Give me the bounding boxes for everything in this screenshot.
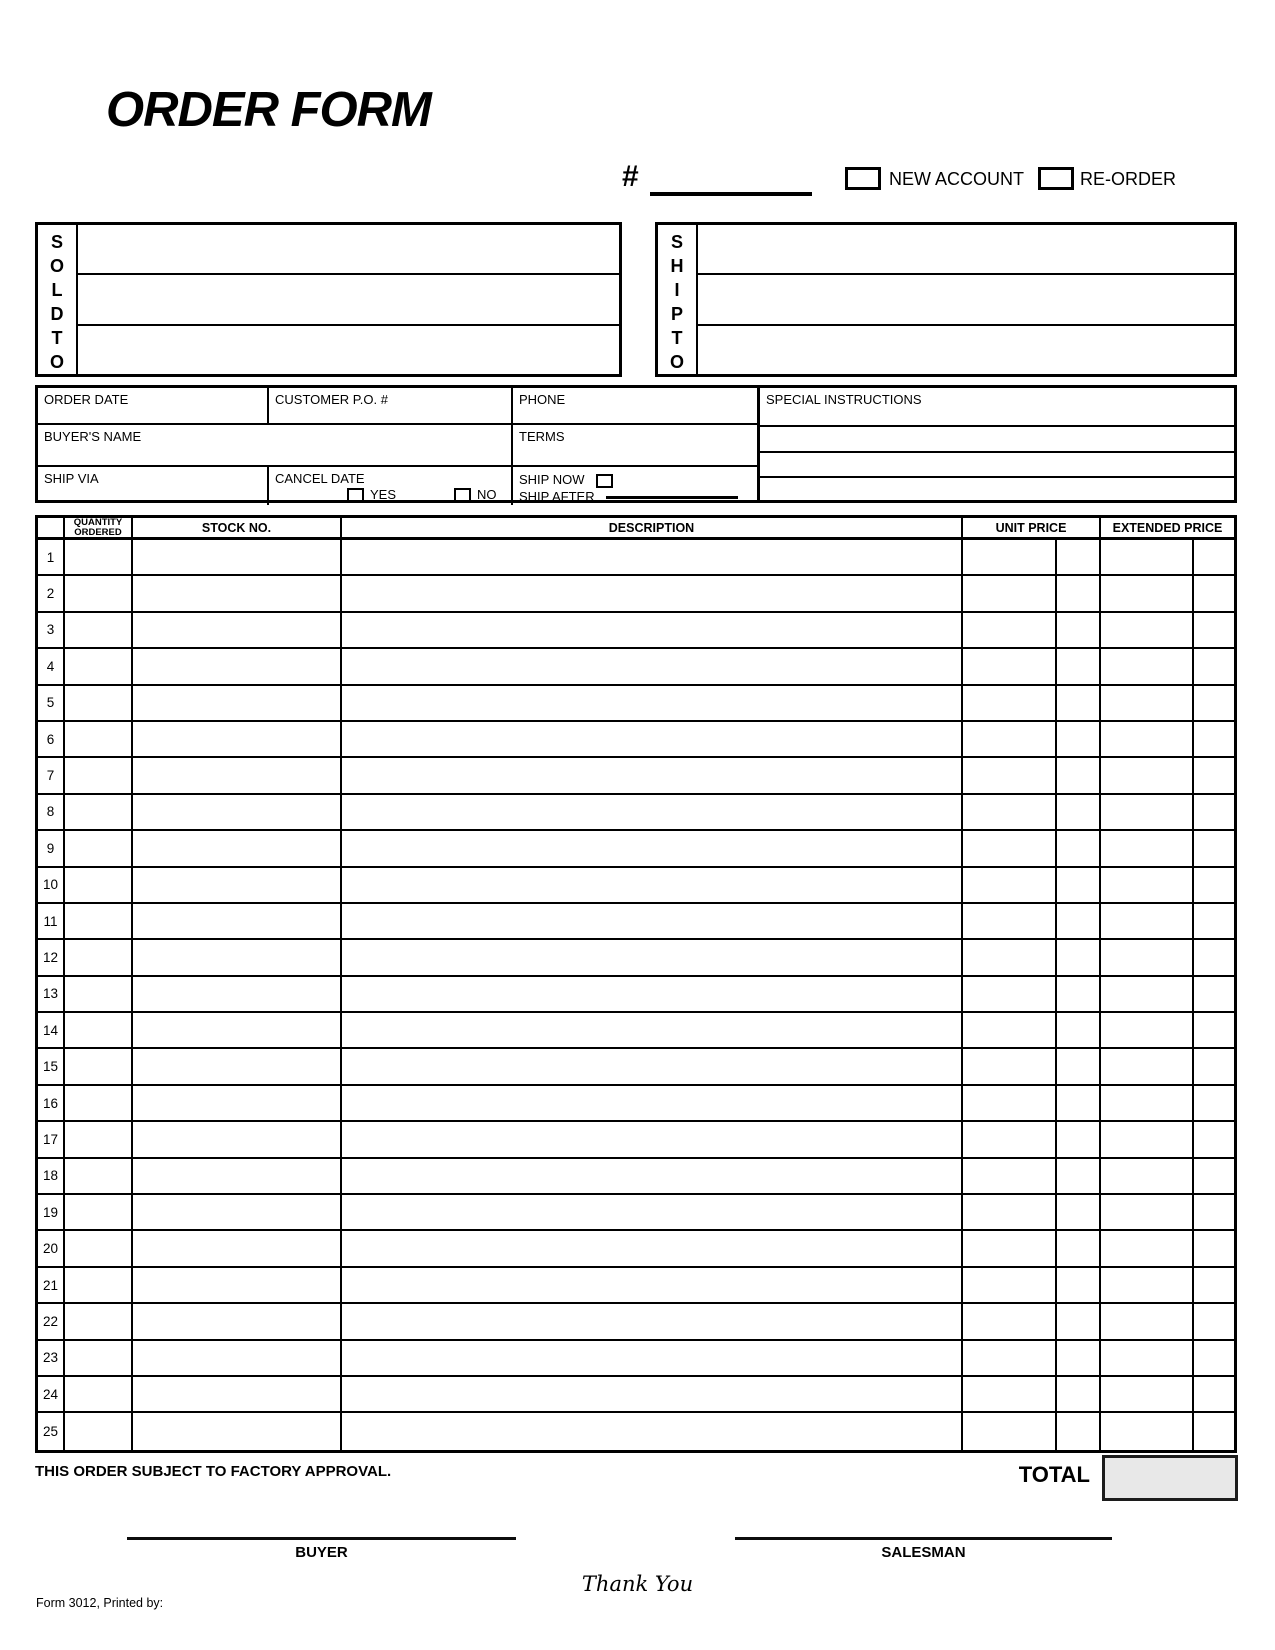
row-number: 4 [38, 649, 65, 685]
description-cell [342, 722, 963, 758]
unit-price-cents-cell [1057, 831, 1101, 867]
quantity-header-line2: ORDERED [74, 526, 122, 538]
unit-price-cents-cell [1057, 1341, 1101, 1377]
buyers-name-cell [38, 425, 513, 467]
phone-cell [513, 388, 757, 425]
ship-to-field-1 [698, 225, 1234, 275]
unit-price-dollars-cell [963, 831, 1057, 867]
extended-price-cents-cell [1194, 540, 1234, 576]
factory-approval-note: THIS ORDER SUBJECT TO FACTORY APPROVAL. [35, 1463, 392, 1480]
unit-price-dollars-cell [963, 904, 1057, 940]
extended-price-dollars-cell [1101, 977, 1194, 1013]
ship-after-label: SHIP AFTER [519, 489, 595, 504]
description-cell [342, 758, 963, 794]
reorder-checkbox[interactable] [1038, 167, 1074, 190]
quantity-cell [65, 1122, 133, 1158]
extended-price-dollars-cell [1101, 1231, 1194, 1267]
extended-price-dollars-cell [1101, 1304, 1194, 1340]
extended-price-header: EXTENDED PRICE [1101, 518, 1234, 540]
stock-no-cell [133, 1122, 342, 1158]
extended-price-dollars-cell [1101, 1195, 1194, 1231]
unit-price-cents-cell [1057, 977, 1101, 1013]
row-number: 18 [38, 1159, 65, 1195]
extended-price-dollars-cell [1101, 1341, 1194, 1377]
quantity-cell [65, 576, 133, 612]
ship-now-row [519, 471, 757, 488]
stock-no-cell [133, 722, 342, 758]
row-number: 20 [38, 1231, 65, 1267]
ship-to-letter: S [670, 232, 683, 252]
extended-price-cents-cell [1194, 1086, 1234, 1122]
row-number: 21 [38, 1268, 65, 1304]
stock-no-cell [133, 1341, 342, 1377]
cancel-no-label: NO [477, 487, 497, 502]
description-cell [342, 1013, 963, 1049]
stock-no-cell [133, 904, 342, 940]
phone-label: PHONE [519, 392, 566, 407]
description-cell [342, 1377, 963, 1413]
description-cell [342, 1159, 963, 1195]
quantity-cell [65, 1341, 133, 1377]
quantity-cell [65, 686, 133, 722]
description-cell [342, 613, 963, 649]
stock-no-cell [133, 831, 342, 867]
extended-price-cents-cell [1194, 1268, 1234, 1304]
ship-to-fields [698, 225, 1234, 374]
extended-price-cents-cell [1194, 758, 1234, 794]
description-cell [342, 649, 963, 685]
stock-no-cell [133, 758, 342, 794]
sold-to-letter: O [49, 352, 64, 372]
unit-price-cents-cell [1057, 1013, 1101, 1049]
stock-no-cell [133, 795, 342, 831]
description-cell [342, 831, 963, 867]
unit-price-dollars-cell [963, 977, 1057, 1013]
extended-price-cents-cell [1194, 904, 1234, 940]
extended-price-dollars-cell [1101, 795, 1194, 831]
extended-price-dollars-cell [1101, 1013, 1194, 1049]
description-cell [342, 940, 963, 976]
sold-to-letter: S [50, 232, 63, 252]
new-account-label: NEW ACCOUNT [889, 169, 1024, 189]
reorder-label: RE-ORDER [1080, 169, 1177, 189]
quantity-cell [65, 649, 133, 685]
extended-price-dollars-cell [1101, 576, 1194, 612]
salesman-signature-line [735, 1537, 1112, 1540]
row-number: 22 [38, 1304, 65, 1340]
description-cell [342, 686, 963, 722]
extended-price-dollars-cell [1101, 722, 1194, 758]
stock-no-cell [133, 1377, 342, 1413]
quantity-cell [65, 1304, 133, 1340]
stock-no-cell [133, 940, 342, 976]
quantity-cell [65, 868, 133, 904]
description-cell [342, 1268, 963, 1304]
description-cell [342, 1086, 963, 1122]
extended-price-dollars-cell [1101, 1159, 1194, 1195]
quantity-cell [65, 904, 133, 940]
row-number: 8 [38, 795, 65, 831]
extended-price-dollars-cell [1101, 868, 1194, 904]
order-date-label: ORDER DATE [44, 392, 129, 407]
unit-price-cents-cell [1057, 1122, 1101, 1158]
ship-to-field-2 [698, 275, 1234, 325]
unit-price-cents-cell [1057, 613, 1101, 649]
description-cell [342, 1304, 963, 1340]
unit-price-dollars-cell [963, 576, 1057, 612]
unit-price-dollars-cell [963, 649, 1057, 685]
row-number: 19 [38, 1195, 65, 1231]
cancel-yes-label: YES [370, 487, 397, 502]
ship-via-label: SHIP VIA [44, 471, 99, 486]
description-cell [342, 1049, 963, 1085]
buyer-signature-line [127, 1537, 516, 1540]
quantity-cell [65, 977, 133, 1013]
cancel-date-label: CANCEL DATE [275, 471, 365, 486]
order-details-grid [35, 385, 1237, 503]
quantity-cell [65, 940, 133, 976]
unit-price-cents-cell [1057, 1195, 1101, 1231]
ship-to-letter: H [670, 256, 684, 276]
extended-price-cents-cell [1194, 831, 1234, 867]
terms-label: TERMS [519, 429, 565, 444]
extended-price-cents-cell [1194, 613, 1234, 649]
unit-price-dollars-cell [963, 940, 1057, 976]
cancel-date-options [275, 487, 511, 502]
unit-price-dollars-cell [963, 1049, 1057, 1085]
extended-price-dollars-cell [1101, 1268, 1194, 1304]
unit-price-dollars-cell [963, 1377, 1057, 1413]
extended-price-dollars-cell [1101, 1377, 1194, 1413]
ship-to-letter: T [671, 328, 683, 348]
extended-price-cents-cell [1194, 1049, 1234, 1085]
special-instructions-field-1 [760, 427, 1234, 453]
extended-price-dollars-cell [1101, 1122, 1194, 1158]
unit-price-dollars-cell [963, 1304, 1057, 1340]
unit-price-dollars-cell [963, 1086, 1057, 1122]
extended-price-cents-cell [1194, 576, 1234, 612]
unit-price-dollars-cell [963, 686, 1057, 722]
order-number-blank-line [650, 192, 812, 196]
quantity-cell [65, 722, 133, 758]
description-cell [342, 1195, 963, 1231]
sold-to-letter: T [51, 328, 63, 348]
description-cell [342, 1122, 963, 1158]
ship-to-letter: I [674, 280, 680, 300]
quantity-cell [65, 1231, 133, 1267]
unit-price-cents-cell [1057, 1231, 1101, 1267]
row-number: 11 [38, 904, 65, 940]
cancel-yes-checkbox[interactable] [347, 488, 364, 502]
ship-to-vertical-label [658, 225, 698, 374]
sold-to-letter: O [49, 256, 64, 276]
row-number: 23 [38, 1341, 65, 1377]
unit-price-dollars-cell [963, 1195, 1057, 1231]
buyer-label: BUYER [295, 1544, 348, 1561]
row-number: 10 [38, 868, 65, 904]
extended-price-cents-cell [1194, 649, 1234, 685]
unit-price-dollars-cell [963, 868, 1057, 904]
special-instructions-cell [760, 388, 1234, 427]
row-number: 5 [38, 686, 65, 722]
stock-no-cell [133, 576, 342, 612]
quantity-cell [65, 1013, 133, 1049]
ship-to-letter: O [669, 352, 684, 372]
unit-price-cents-cell [1057, 1159, 1101, 1195]
extended-price-cents-cell [1194, 977, 1234, 1013]
special-instructions-label: SPECIAL INSTRUCTIONS [766, 392, 922, 407]
extended-price-cents-cell [1194, 1013, 1234, 1049]
extended-price-dollars-cell [1101, 613, 1194, 649]
extended-price-dollars-cell [1101, 649, 1194, 685]
stock-no-cell [133, 1013, 342, 1049]
unit-price-dollars-cell [963, 722, 1057, 758]
stock-no-cell [133, 613, 342, 649]
stock-no-header: STOCK NO. [133, 518, 342, 540]
special-instructions-field-2 [760, 453, 1234, 478]
stock-no-cell [133, 1159, 342, 1195]
extended-price-dollars-cell [1101, 904, 1194, 940]
unit-price-dollars-cell [963, 1268, 1057, 1304]
unit-price-dollars-cell [963, 795, 1057, 831]
stock-no-cell [133, 868, 342, 904]
unit-price-cents-cell [1057, 1268, 1101, 1304]
quantity-cell [65, 1159, 133, 1195]
description-cell [342, 795, 963, 831]
quantity-cell [65, 1086, 133, 1122]
unit-price-dollars-cell [963, 613, 1057, 649]
quantity-cell [65, 540, 133, 576]
order-number-prefix: # [622, 160, 639, 193]
cancel-date-cell [269, 467, 513, 505]
extended-price-cents-cell [1194, 1231, 1234, 1267]
ship-now-checkbox[interactable] [596, 474, 613, 488]
stock-no-cell [133, 1195, 342, 1231]
stock-no-cell [133, 1231, 342, 1267]
extended-price-cents-cell [1194, 1159, 1234, 1195]
extended-price-cents-cell [1194, 722, 1234, 758]
row-number: 2 [38, 576, 65, 612]
salesman-label: SALESMAN [881, 1544, 966, 1561]
stock-no-cell [133, 1086, 342, 1122]
ship-now-label: SHIP NOW [519, 472, 585, 487]
row-number-header [38, 518, 65, 540]
stock-no-cell [133, 1304, 342, 1340]
unit-price-cents-cell [1057, 576, 1101, 612]
unit-price-cents-cell [1057, 722, 1101, 758]
extended-price-dollars-cell [1101, 1049, 1194, 1085]
sold-to-field-3 [78, 326, 619, 374]
stock-no-cell [133, 1268, 342, 1304]
row-number: 14 [38, 1013, 65, 1049]
form-number-note: Form 3012, Printed by: [36, 1596, 164, 1610]
total-amount-box [1102, 1455, 1238, 1501]
buyers-name-label: BUYER'S NAME [44, 429, 142, 444]
extended-price-dollars-cell [1101, 1086, 1194, 1122]
row-number: 12 [38, 940, 65, 976]
description-cell [342, 977, 963, 1013]
unit-price-dollars-cell [963, 1231, 1057, 1267]
unit-price-cents-cell [1057, 868, 1101, 904]
new-account-checkbox[interactable] [845, 167, 881, 190]
unit-price-dollars-cell [963, 1159, 1057, 1195]
ship-via-cell [38, 467, 269, 505]
ship-after-row [519, 488, 757, 505]
extended-price-cents-cell [1194, 1195, 1234, 1231]
unit-price-dollars-cell [963, 1413, 1057, 1449]
ship-after-blank-line [606, 496, 738, 499]
quantity-cell [65, 795, 133, 831]
unit-price-dollars-cell [963, 758, 1057, 794]
sold-to-vertical-label [38, 225, 78, 374]
quantity-ordered-header [65, 518, 133, 540]
quantity-cell [65, 831, 133, 867]
unit-price-dollars-cell [963, 1122, 1057, 1158]
unit-price-header: UNIT PRICE [963, 518, 1101, 540]
row-number: 17 [38, 1122, 65, 1158]
row-number: 3 [38, 613, 65, 649]
unit-price-cents-cell [1057, 1377, 1101, 1413]
stock-no-cell [133, 1413, 342, 1449]
extended-price-cents-cell [1194, 686, 1234, 722]
extended-price-dollars-cell [1101, 540, 1194, 576]
row-number: 9 [38, 831, 65, 867]
ship-to-box [655, 222, 1237, 377]
thank-you-text: Thank You [581, 1572, 694, 1596]
sold-to-box [35, 222, 622, 377]
description-cell [342, 576, 963, 612]
unit-price-dollars-cell [963, 1013, 1057, 1049]
terms-cell [513, 425, 757, 467]
extended-price-cents-cell [1194, 1377, 1234, 1413]
description-header: DESCRIPTION [342, 518, 963, 540]
sold-to-field-1 [78, 225, 619, 275]
extended-price-cents-cell [1194, 1341, 1234, 1377]
extended-price-dollars-cell [1101, 686, 1194, 722]
description-cell [342, 868, 963, 904]
ship-to-field-3 [698, 326, 1234, 374]
sold-to-field-2 [78, 275, 619, 325]
sold-to-fields [78, 225, 619, 374]
quantity-cell [65, 613, 133, 649]
row-number: 1 [38, 540, 65, 576]
description-cell [342, 904, 963, 940]
unit-price-cents-cell [1057, 940, 1101, 976]
unit-price-dollars-cell [963, 1341, 1057, 1377]
description-cell [342, 1231, 963, 1267]
extended-price-cents-cell [1194, 940, 1234, 976]
row-number: 7 [38, 758, 65, 794]
extended-price-cents-cell [1194, 1413, 1234, 1449]
ship-now-cell [513, 467, 757, 505]
unit-price-dollars-cell [963, 540, 1057, 576]
stock-no-cell [133, 686, 342, 722]
ship-to-letter: P [670, 304, 683, 324]
unit-price-cents-cell [1057, 1049, 1101, 1085]
unit-price-cents-cell [1057, 904, 1101, 940]
extended-price-cents-cell [1194, 1122, 1234, 1158]
row-number: 24 [38, 1377, 65, 1413]
total-label: TOTAL [1018, 1462, 1090, 1487]
stock-no-cell [133, 1049, 342, 1085]
quantity-cell [65, 1049, 133, 1085]
unit-price-cents-cell [1057, 758, 1101, 794]
unit-price-cents-cell [1057, 1304, 1101, 1340]
extended-price-cents-cell [1194, 1304, 1234, 1340]
stock-no-cell [133, 649, 342, 685]
customer-po-label: CUSTOMER P.O. # [275, 392, 388, 407]
row-number: 13 [38, 977, 65, 1013]
unit-price-cents-cell [1057, 686, 1101, 722]
quantity-cell [65, 1413, 133, 1449]
special-instructions-box [757, 388, 1234, 500]
extended-price-dollars-cell [1101, 940, 1194, 976]
row-number: 25 [38, 1413, 65, 1449]
extended-price-cents-cell [1194, 868, 1234, 904]
quantity-header-line1: QUANTITY [73, 517, 123, 528]
stock-no-cell [133, 977, 342, 1013]
extended-price-dollars-cell [1101, 758, 1194, 794]
description-cell [342, 1341, 963, 1377]
extended-price-cents-cell [1194, 795, 1234, 831]
cancel-no-checkbox[interactable] [454, 488, 471, 502]
line-items-table [35, 515, 1237, 1453]
unit-price-cents-cell [1057, 1086, 1101, 1122]
order-details-left [38, 388, 757, 504]
extended-price-dollars-cell [1101, 1413, 1194, 1449]
description-cell [342, 540, 963, 576]
stock-no-cell [133, 540, 342, 576]
order-date-cell [38, 388, 269, 425]
row-number: 6 [38, 722, 65, 758]
unit-price-cents-cell [1057, 795, 1101, 831]
unit-price-cents-cell [1057, 649, 1101, 685]
description-cell [342, 1413, 963, 1449]
quantity-cell [65, 1268, 133, 1304]
page-title: ORDER FORM [106, 83, 431, 137]
special-instructions-field-3 [760, 478, 1234, 500]
quantity-cell [65, 758, 133, 794]
quantity-cell [65, 1195, 133, 1231]
sold-to-letter: L [51, 280, 63, 300]
extended-price-dollars-cell [1101, 831, 1194, 867]
row-number: 16 [38, 1086, 65, 1122]
row-number: 15 [38, 1049, 65, 1085]
quantity-cell [65, 1377, 133, 1413]
customer-po-cell [269, 388, 513, 425]
sold-to-letter: D [50, 304, 64, 324]
unit-price-cents-cell [1057, 1413, 1101, 1449]
unit-price-cents-cell [1057, 540, 1101, 576]
